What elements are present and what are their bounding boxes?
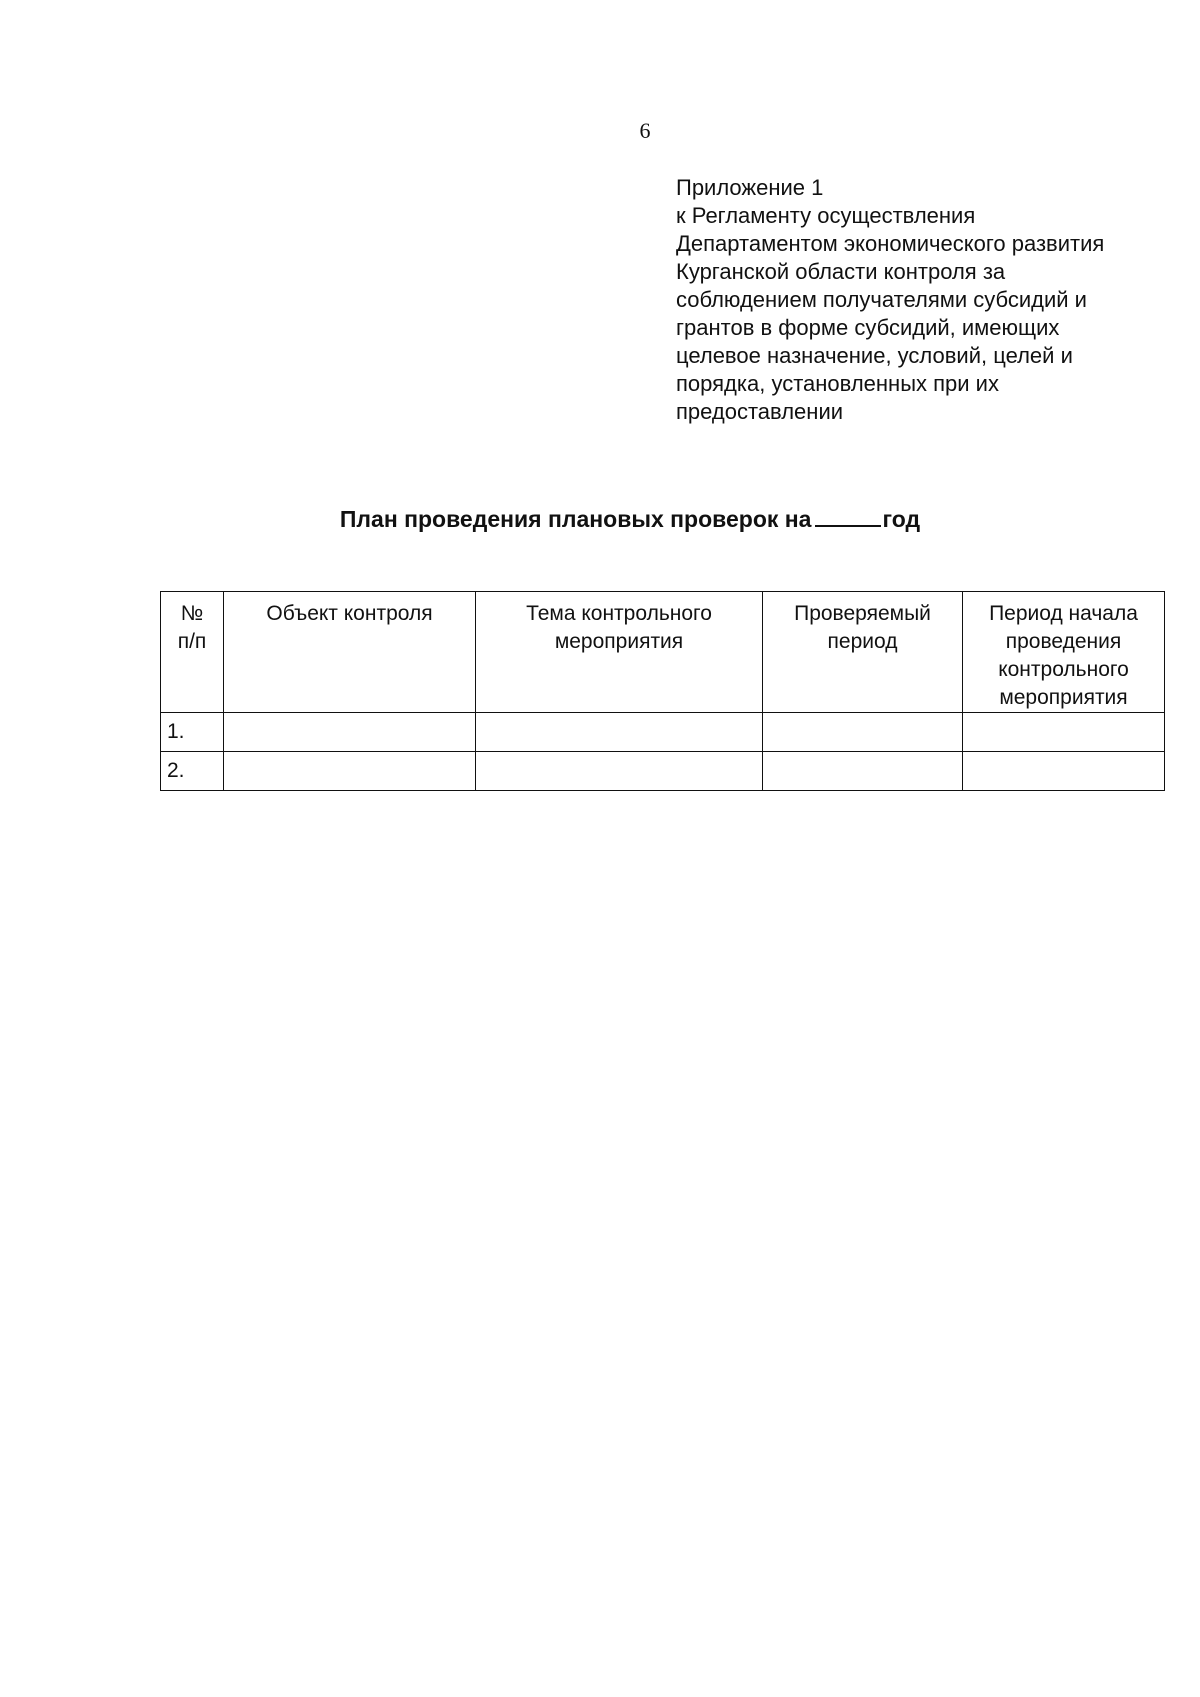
appendix-line: соблюдением получателями субсидий и bbox=[676, 287, 1087, 312]
header-checked-period-text: Проверяемый период bbox=[794, 602, 931, 653]
inspection-plan-table bbox=[160, 591, 1165, 791]
header-start-period-text: Период начала проведения контрольного мероприятия bbox=[989, 602, 1138, 709]
appendix-line: Приложение 1 bbox=[676, 175, 824, 200]
header-control-object-text: Объект контроля bbox=[266, 602, 433, 625]
row-control-object bbox=[224, 752, 476, 791]
row-number: 2. bbox=[161, 752, 224, 791]
header-start-period bbox=[963, 592, 1165, 713]
row-checked-period bbox=[763, 713, 963, 752]
appendix-line: Курганской области контроля за bbox=[676, 259, 1006, 284]
appendix-line: целевое назначение, условий, целей и bbox=[676, 343, 1073, 368]
header-control-object bbox=[224, 592, 476, 713]
row-checked-period bbox=[763, 752, 963, 791]
table-header-row bbox=[161, 592, 1165, 713]
page-number: 6 bbox=[639, 118, 651, 143]
appendix-line: грантов в форме субсидий, имеющих bbox=[676, 315, 1060, 340]
header-checked-period bbox=[763, 592, 963, 713]
appendix-line: к Регламенту осуществления bbox=[676, 203, 976, 228]
row-start-period bbox=[963, 752, 1165, 791]
appendix-header bbox=[676, 174, 1176, 426]
appendix-line: порядка, установленных при их bbox=[676, 371, 999, 396]
table-row bbox=[161, 752, 1165, 791]
row-control-topic bbox=[476, 752, 763, 791]
year-blank-line bbox=[815, 524, 881, 527]
table-row bbox=[161, 713, 1165, 752]
appendix-line: предоставлении bbox=[676, 399, 844, 424]
plan-title-year-word: год bbox=[882, 506, 921, 532]
header-control-topic bbox=[476, 592, 763, 713]
header-number bbox=[161, 592, 224, 713]
row-control-object bbox=[224, 713, 476, 752]
header-control-topic-text: Тема контрольного мероприятия bbox=[526, 602, 712, 653]
header-number-text: № п/п bbox=[177, 602, 207, 653]
appendix-line: Департаментом экономического развития bbox=[676, 231, 1105, 256]
plan-title bbox=[100, 506, 1160, 533]
plan-title-text: План проведения плановых проверок на bbox=[339, 506, 812, 532]
row-start-period bbox=[963, 713, 1165, 752]
row-number: 1. bbox=[161, 713, 224, 752]
row-control-topic bbox=[476, 713, 763, 752]
